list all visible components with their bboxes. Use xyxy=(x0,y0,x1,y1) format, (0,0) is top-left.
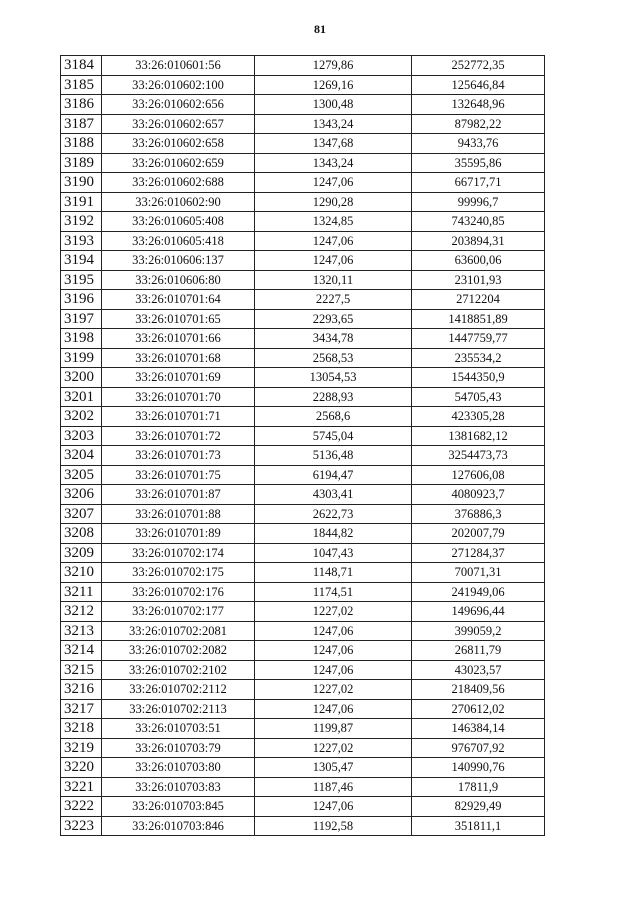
value-cell: 351811,1 xyxy=(412,816,545,836)
value-cell: 23101,93 xyxy=(412,270,545,290)
cadastral-number-cell: 33:26:010606:80 xyxy=(102,270,255,290)
value-cell: 1447759,77 xyxy=(412,329,545,349)
value-cell: 82929,49 xyxy=(412,797,545,817)
row-number-cell: 3194 xyxy=(61,251,102,271)
table-row xyxy=(61,348,545,368)
value-cell: 140990,76 xyxy=(412,758,545,778)
row-number-cell: 3206 xyxy=(61,485,102,505)
row-number-cell: 3213 xyxy=(61,621,102,641)
value-cell: 149696,44 xyxy=(412,602,545,622)
table-row xyxy=(61,114,545,134)
cadastral-number-cell: 33:26:010702:175 xyxy=(102,563,255,583)
cadastral-number-cell: 33:26:010602:90 xyxy=(102,192,255,212)
table-row xyxy=(61,290,545,310)
table-row xyxy=(61,56,545,76)
cadastral-number-cell: 33:26:010702:174 xyxy=(102,543,255,563)
cadastral-number-cell: 33:26:010702:2113 xyxy=(102,699,255,719)
cadastral-number-cell: 33:26:010602:100 xyxy=(102,75,255,95)
value-cell: 146384,14 xyxy=(412,719,545,739)
table-row xyxy=(61,680,545,700)
row-number-cell: 3204 xyxy=(61,446,102,466)
cadastral-number-cell: 33:26:010701:65 xyxy=(102,309,255,329)
area-cell: 4303,41 xyxy=(255,485,412,505)
row-number-cell: 3185 xyxy=(61,75,102,95)
value-cell: 235534,2 xyxy=(412,348,545,368)
table-row xyxy=(61,816,545,836)
table-row xyxy=(61,485,545,505)
value-cell: 241949,06 xyxy=(412,582,545,602)
value-cell: 66717,71 xyxy=(412,173,545,193)
row-number-cell: 3214 xyxy=(61,641,102,661)
value-cell: 35595,86 xyxy=(412,153,545,173)
cadastral-number-cell: 33:26:010701:88 xyxy=(102,504,255,524)
row-number-cell: 3222 xyxy=(61,797,102,817)
area-cell: 2293,65 xyxy=(255,309,412,329)
row-number-cell: 3221 xyxy=(61,777,102,797)
row-number-cell: 3210 xyxy=(61,563,102,583)
area-cell: 1227,02 xyxy=(255,738,412,758)
value-cell: 202007,79 xyxy=(412,524,545,544)
cadastral-number-cell: 33:26:010701:72 xyxy=(102,426,255,446)
row-number-cell: 3215 xyxy=(61,660,102,680)
area-cell: 1300,48 xyxy=(255,95,412,115)
cadastral-number-cell: 33:26:010703:79 xyxy=(102,738,255,758)
area-cell: 1227,02 xyxy=(255,680,412,700)
area-cell: 1343,24 xyxy=(255,114,412,134)
row-number-cell: 3208 xyxy=(61,524,102,544)
value-cell: 743240,85 xyxy=(412,212,545,232)
area-cell: 1247,06 xyxy=(255,797,412,817)
value-cell: 399059,2 xyxy=(412,621,545,641)
value-cell: 270612,02 xyxy=(412,699,545,719)
value-cell: 70071,31 xyxy=(412,563,545,583)
area-cell: 6194,47 xyxy=(255,465,412,485)
cadastral-number-cell: 33:26:010701:69 xyxy=(102,368,255,388)
cadastral-number-cell: 33:26:010702:176 xyxy=(102,582,255,602)
value-cell: 1381682,12 xyxy=(412,426,545,446)
area-cell: 2622,73 xyxy=(255,504,412,524)
row-number-cell: 3202 xyxy=(61,407,102,427)
row-number-cell: 3217 xyxy=(61,699,102,719)
area-cell: 1247,06 xyxy=(255,251,412,271)
table-body xyxy=(61,56,545,836)
cadastral-number-cell: 33:26:010701:64 xyxy=(102,290,255,310)
value-cell: 252772,35 xyxy=(412,56,545,76)
value-cell: 1544350,9 xyxy=(412,368,545,388)
area-cell: 1047,43 xyxy=(255,543,412,563)
row-number-cell: 3190 xyxy=(61,173,102,193)
row-number-cell: 3188 xyxy=(61,134,102,154)
value-cell: 203894,31 xyxy=(412,231,545,251)
cadastral-number-cell: 33:26:010702:2102 xyxy=(102,660,255,680)
value-cell: 132648,96 xyxy=(412,95,545,115)
table-row xyxy=(61,660,545,680)
row-number-cell: 3184 xyxy=(61,56,102,76)
area-cell: 3434,78 xyxy=(255,329,412,349)
value-cell: 423305,28 xyxy=(412,407,545,427)
cadastral-number-cell: 33:26:010602:656 xyxy=(102,95,255,115)
area-cell: 2568,6 xyxy=(255,407,412,427)
cadastral-number-cell: 33:26:010701:68 xyxy=(102,348,255,368)
table-row xyxy=(61,134,545,154)
area-cell: 1174,51 xyxy=(255,582,412,602)
area-cell: 1247,06 xyxy=(255,699,412,719)
area-cell: 1247,06 xyxy=(255,231,412,251)
table-row xyxy=(61,407,545,427)
table-row xyxy=(61,426,545,446)
value-cell: 3254473,73 xyxy=(412,446,545,466)
cadastral-number-cell: 33:26:010606:137 xyxy=(102,251,255,271)
area-cell: 1290,28 xyxy=(255,192,412,212)
value-cell: 9433,76 xyxy=(412,134,545,154)
area-cell: 1247,06 xyxy=(255,641,412,661)
row-number-cell: 3223 xyxy=(61,816,102,836)
area-cell: 1844,82 xyxy=(255,524,412,544)
area-cell: 1324,85 xyxy=(255,212,412,232)
cadastral-value-table xyxy=(60,55,545,836)
area-cell: 1199,87 xyxy=(255,719,412,739)
table-row xyxy=(61,719,545,739)
area-cell: 1279,86 xyxy=(255,56,412,76)
cadastral-number-cell: 33:26:010605:418 xyxy=(102,231,255,251)
cadastral-number-cell: 33:26:010601:56 xyxy=(102,56,255,76)
table-row xyxy=(61,621,545,641)
row-number-cell: 3205 xyxy=(61,465,102,485)
cadastral-number-cell: 33:26:010703:846 xyxy=(102,816,255,836)
table-row xyxy=(61,602,545,622)
cadastral-number-cell: 33:26:010702:2112 xyxy=(102,680,255,700)
area-cell: 1347,68 xyxy=(255,134,412,154)
table-row xyxy=(61,582,545,602)
area-cell: 1343,24 xyxy=(255,153,412,173)
value-cell: 63600,06 xyxy=(412,251,545,271)
table-row xyxy=(61,446,545,466)
area-cell: 2288,93 xyxy=(255,387,412,407)
cadastral-number-cell: 33:26:010701:66 xyxy=(102,329,255,349)
row-number-cell: 3189 xyxy=(61,153,102,173)
cadastral-number-cell: 33:26:010703:83 xyxy=(102,777,255,797)
value-cell: 218409,56 xyxy=(412,680,545,700)
table-row xyxy=(61,309,545,329)
value-cell: 127606,08 xyxy=(412,465,545,485)
row-number-cell: 3219 xyxy=(61,738,102,758)
value-cell: 2712204 xyxy=(412,290,545,310)
value-cell: 26811,79 xyxy=(412,641,545,661)
table-row xyxy=(61,504,545,524)
area-cell: 1269,16 xyxy=(255,75,412,95)
row-number-cell: 3191 xyxy=(61,192,102,212)
row-number-cell: 3211 xyxy=(61,582,102,602)
area-cell: 1305,47 xyxy=(255,758,412,778)
row-number-cell: 3209 xyxy=(61,543,102,563)
row-number-cell: 3197 xyxy=(61,309,102,329)
area-cell: 2227,5 xyxy=(255,290,412,310)
row-number-cell: 3212 xyxy=(61,602,102,622)
cadastral-number-cell: 33:26:010701:89 xyxy=(102,524,255,544)
area-cell: 1247,06 xyxy=(255,173,412,193)
area-cell: 1320,11 xyxy=(255,270,412,290)
cadastral-number-cell: 33:26:010702:2082 xyxy=(102,641,255,661)
value-cell: 87982,22 xyxy=(412,114,545,134)
row-number-cell: 3216 xyxy=(61,680,102,700)
row-number-cell: 3200 xyxy=(61,368,102,388)
cadastral-number-cell: 33:26:010701:70 xyxy=(102,387,255,407)
cadastral-number-cell: 33:26:010602:658 xyxy=(102,134,255,154)
value-cell: 54705,43 xyxy=(412,387,545,407)
page-number: 81 xyxy=(314,22,326,36)
value-cell: 1418851,89 xyxy=(412,309,545,329)
table-row xyxy=(61,95,545,115)
row-number-cell: 3186 xyxy=(61,95,102,115)
value-cell: 271284,37 xyxy=(412,543,545,563)
row-number-cell: 3207 xyxy=(61,504,102,524)
row-number-cell: 3193 xyxy=(61,231,102,251)
cadastral-number-cell: 33:26:010701:73 xyxy=(102,446,255,466)
area-cell: 2568,53 xyxy=(255,348,412,368)
value-cell: 976707,92 xyxy=(412,738,545,758)
table-row xyxy=(61,797,545,817)
value-cell: 376886,3 xyxy=(412,504,545,524)
table-row xyxy=(61,251,545,271)
cadastral-number-cell: 33:26:010701:87 xyxy=(102,485,255,505)
area-cell: 1247,06 xyxy=(255,660,412,680)
row-number-cell: 3198 xyxy=(61,329,102,349)
table-row xyxy=(61,543,545,563)
table-row xyxy=(61,641,545,661)
area-cell: 1187,46 xyxy=(255,777,412,797)
area-cell: 1192,58 xyxy=(255,816,412,836)
area-cell: 13054,53 xyxy=(255,368,412,388)
area-cell: 5745,04 xyxy=(255,426,412,446)
table-row xyxy=(61,777,545,797)
row-number-cell: 3199 xyxy=(61,348,102,368)
table-row xyxy=(61,153,545,173)
area-cell: 1247,06 xyxy=(255,621,412,641)
table-row xyxy=(61,173,545,193)
table-row xyxy=(61,75,545,95)
table-row xyxy=(61,329,545,349)
area-cell: 1148,71 xyxy=(255,563,412,583)
table-row xyxy=(61,270,545,290)
table-row xyxy=(61,563,545,583)
area-cell: 5136,48 xyxy=(255,446,412,466)
row-number-cell: 3218 xyxy=(61,719,102,739)
cadastral-number-cell: 33:26:010702:2081 xyxy=(102,621,255,641)
row-number-cell: 3192 xyxy=(61,212,102,232)
cadastral-number-cell: 33:26:010701:75 xyxy=(102,465,255,485)
cadastral-number-cell: 33:26:010703:845 xyxy=(102,797,255,817)
cadastral-number-cell: 33:26:010602:688 xyxy=(102,173,255,193)
cadastral-number-cell: 33:26:010602:659 xyxy=(102,153,255,173)
value-cell: 17811,9 xyxy=(412,777,545,797)
value-cell: 125646,84 xyxy=(412,75,545,95)
table-row xyxy=(61,192,545,212)
table-row xyxy=(61,758,545,778)
row-number-cell: 3220 xyxy=(61,758,102,778)
cadastral-number-cell: 33:26:010701:71 xyxy=(102,407,255,427)
cadastral-number-cell: 33:26:010703:51 xyxy=(102,719,255,739)
cadastral-number-cell: 33:26:010602:657 xyxy=(102,114,255,134)
cadastral-number-cell: 33:26:010703:80 xyxy=(102,758,255,778)
table-row xyxy=(61,368,545,388)
row-number-cell: 3196 xyxy=(61,290,102,310)
table-row xyxy=(61,738,545,758)
row-number-cell: 3203 xyxy=(61,426,102,446)
cadastral-number-cell: 33:26:010605:408 xyxy=(102,212,255,232)
table-row xyxy=(61,465,545,485)
table-row xyxy=(61,524,545,544)
table-row xyxy=(61,212,545,232)
row-number-cell: 3187 xyxy=(61,114,102,134)
cadastral-number-cell: 33:26:010702:177 xyxy=(102,602,255,622)
value-cell: 4080923,7 xyxy=(412,485,545,505)
value-cell: 99996,7 xyxy=(412,192,545,212)
area-cell: 1227,02 xyxy=(255,602,412,622)
table-row xyxy=(61,699,545,719)
value-cell: 43023,57 xyxy=(412,660,545,680)
row-number-cell: 3201 xyxy=(61,387,102,407)
row-number-cell: 3195 xyxy=(61,270,102,290)
table-row xyxy=(61,231,545,251)
table-row xyxy=(61,387,545,407)
